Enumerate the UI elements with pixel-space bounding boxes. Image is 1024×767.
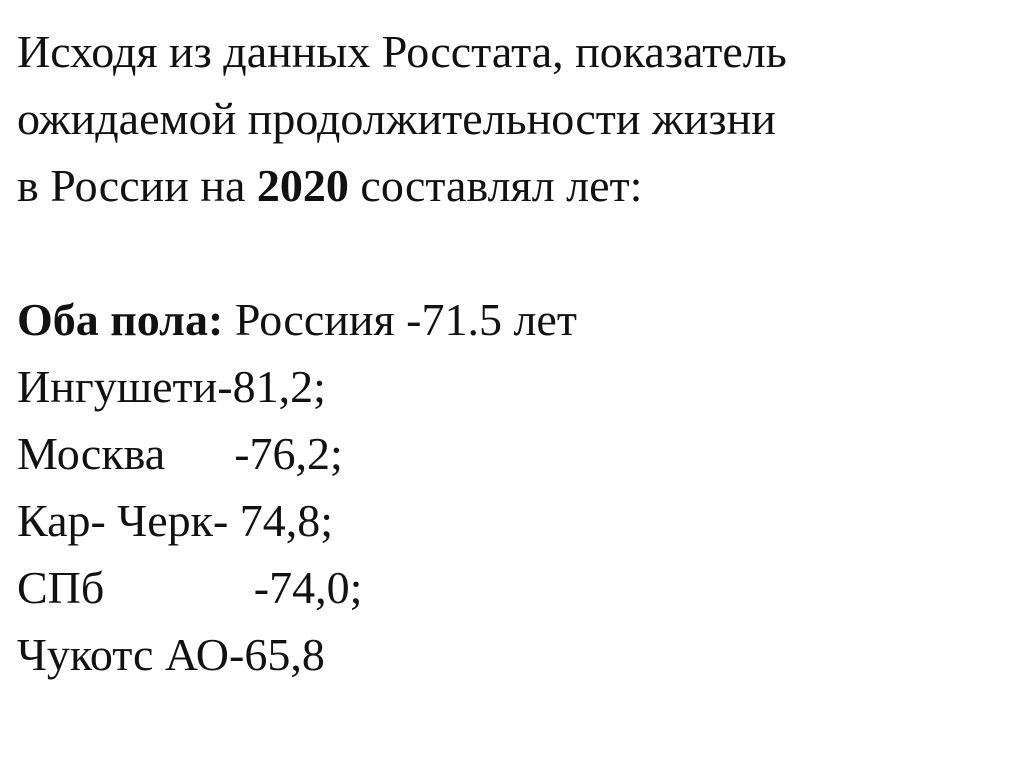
intro-line-3-end: составлял лет: xyxy=(348,160,643,211)
blank-line xyxy=(17,219,1007,286)
region-line-chukotka: Чукотс АО-65,8 xyxy=(17,629,325,680)
summary-line xyxy=(17,286,1007,353)
region-line-karachay-cherkessia: Кар- Черк- 74,8; xyxy=(17,495,334,546)
slide-text-block xyxy=(17,18,1007,688)
summary-label: Оба пола: xyxy=(17,294,224,345)
region-line-spb: СПб -74,0; xyxy=(17,562,363,613)
summary-value: Россиия -71.5 лет xyxy=(223,294,577,345)
intro-line-3-start: в России на xyxy=(17,160,257,211)
region-line-moscow: Москва -76,2; xyxy=(17,428,343,479)
year-value: 2020 xyxy=(256,160,349,211)
region-line-ingushetia: Ингушети-81,2; xyxy=(17,361,326,412)
intro-line-1: Исходя из данных Росстата, показатель xyxy=(17,26,787,77)
intro-line-3 xyxy=(17,152,1007,219)
intro-line-2: ожидаемой продолжительности жизни xyxy=(17,93,776,144)
